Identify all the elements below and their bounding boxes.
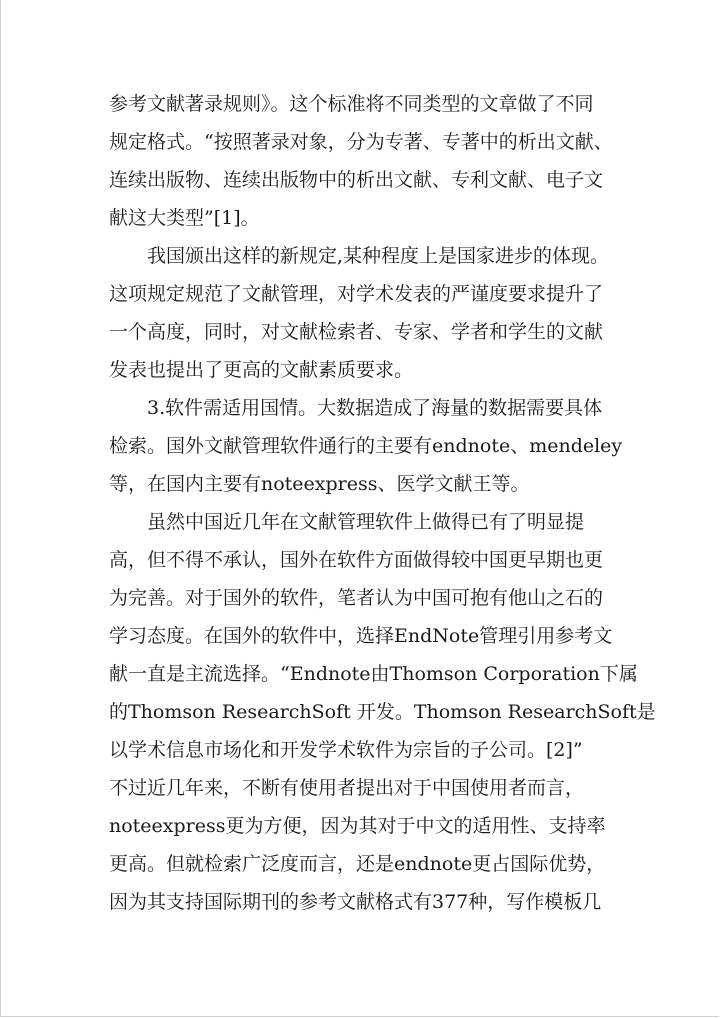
paragraph-2-line-2: 这项规定规范了文献管理，对学术发表的严谨度要求提升了 bbox=[109, 283, 604, 305]
paragraph-4-line-1: 虽然中国近几年在文献管理软件上做得已有了明显提 bbox=[147, 511, 585, 533]
paragraph-3-line-1: 3.软件需适用国情。大数据造成了海量的数据需要具体 bbox=[147, 397, 603, 419]
paragraph-2-line-4: 发表也提出了更高的文献素质要求。 bbox=[109, 359, 414, 381]
paragraph-1-line-2: 规定格式。“按照著录对象，分为专著、专著中的析出文献、 bbox=[109, 131, 613, 153]
paragraph-3-line-3: 等，在国内主要有noteexpress、医学文献王等。 bbox=[109, 473, 530, 495]
paragraph-2-line-1: 我国颁出这样的新规定,某种程度上是国家进步的体现。 bbox=[147, 245, 610, 267]
paragraph-4-line-8: 不过近几年来，不断有使用者提出对于中国使用者而言， bbox=[109, 777, 585, 799]
paragraph-4-line-10: 更高。但就检索广泛度而言，还是endnote更占国际优势， bbox=[109, 853, 606, 875]
paragraph-3-line-2: 检索。国外文献管理软件通行的主要有endnote、mendeley bbox=[109, 435, 623, 457]
paragraph-2-line-3: 一个高度，同时，对文献检索者、专家、学者和学生的文献 bbox=[109, 321, 604, 343]
paragraph-1-line-4: 献这大类型”[1]。 bbox=[109, 207, 260, 229]
paragraph-4-line-6: 的Thomson ResearchSoft 开发。Thomson ResearchSoft是 bbox=[109, 701, 656, 723]
paragraph-1-line-3: 连续出版物、连续出版物中的析出文献、专利文献、电子文 bbox=[109, 169, 604, 191]
paragraph-4-line-9: noteexpress更为方便，因为其对于中文的适用性、支持率 bbox=[109, 815, 606, 837]
paragraph-4-line-3: 为完善。对于国外的软件，笔者认为中国可抱有他山之石的 bbox=[109, 587, 604, 609]
paragraph-4-line-4: 学习态度。在国外的软件中，选择EndNote管理引用参考文 bbox=[109, 625, 613, 647]
paragraph-4-line-5: 献一直是主流选择。“Endnote由Thomson Corporation下属 bbox=[109, 663, 638, 685]
paragraph-4-line-11: 因为其支持国际期刊的参考文献格式有377种，写作模板几 bbox=[109, 891, 602, 913]
paragraph-4-line-2: 高，但不得不承认，国外在软件方面做得较中国更早期也更 bbox=[109, 549, 604, 571]
paragraph-4-line-7: 以学术信息市场化和开发学术软件为宗旨的子公司。[2]” bbox=[109, 739, 583, 761]
paragraph-1-line-1: 参考文献著录规则》。这个标准将不同类型的文章做了不同 bbox=[109, 93, 594, 115]
